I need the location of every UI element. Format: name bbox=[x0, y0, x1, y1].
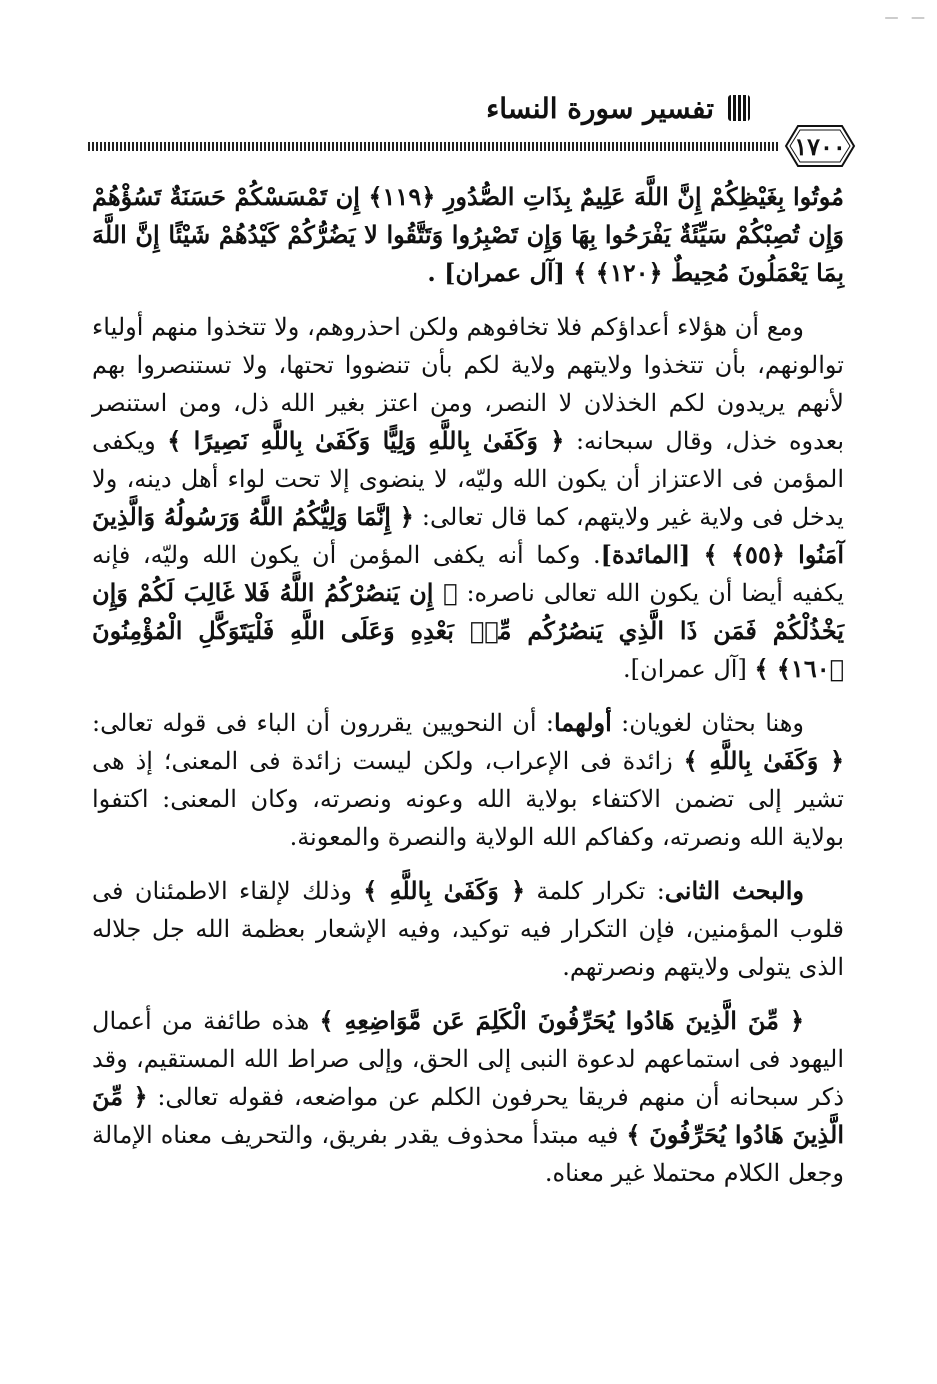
page-number: ١٧٠٠ bbox=[794, 132, 846, 161]
emphasis-text: [آل عمران] . bbox=[427, 258, 574, 287]
quran-verse: ﴿ مِّنَ الَّذِينَ هَادُوا يُحَرِّفُونَ الْكَلِمَ عَن مَّوَاضِعِهِ ﴾ bbox=[319, 1006, 805, 1035]
body-text: زائدة فى الإعراب، ولكن ليست زائدة فى المعنى؛ إذ هى تشير إلى تضمن الاكتفاء بولاية الله وعونه ونصرته، وكان المعنى: اكتفوا بولاية الله ونصرته، وكفاكم الله الولاية والنصرة والمعونة. bbox=[92, 747, 844, 851]
page-number-badge bbox=[780, 120, 860, 172]
quran-verse: ﴿ وَكَفَىٰ بِاللَّهِ ﴾ bbox=[683, 746, 844, 775]
corner-mark: — — bbox=[884, 10, 929, 26]
body-text: [آل عمران]. bbox=[622, 655, 755, 683]
body-text: ويكفى المؤمن فى الاعتزاز أن يكون الله وليّه، لا ينضوى إلا تحت لواء أهل دينه، ولا يدخل فى ولاية غير ولايتهم، كما قال تعالى: bbox=[92, 427, 844, 531]
body-text: وذلك لإلقاء الاطمئنان فى قلوب المؤمنين، فإن التكرار فيه توكيد، وفيه الإشعار بعظمة الله جل جلاله الذى يتولى ولايتهم ونصرتهم. bbox=[92, 877, 844, 981]
header-ornament-icon bbox=[728, 95, 750, 121]
body-text: : أن النحويين يقررون أن الباء فى قوله تعالى: bbox=[92, 709, 554, 737]
paragraph-3 bbox=[92, 704, 844, 856]
emphasis-text: والبحث الثانى bbox=[664, 876, 804, 905]
body-text: فيه مبتدأ محذوف يقدر بفريق، والتحريف معناه الإمالة وجعل الكلام محتملا غير معناه. bbox=[92, 1121, 844, 1187]
body-text: وهنا بحثان لغويان: bbox=[611, 709, 804, 737]
quran-verse: ﴿ إِن يَنصُرْكُمُ اللَّهُ فَلا غَالِبَ لَكُمْ وَإِن يَخْذُلْكُمْ فَمَن ذَا الَّذِي يَنصُرُكُم مِّنۢ بَعْدِهِ وَعَلَى اللَّهِ فَلْيَتَوَكَّلِ الْمُؤْمِنُونَ ﴿١٦٠﴾ ﴾ bbox=[92, 578, 844, 683]
quran-verse: ﴿ وَكَفَىٰ بِاللَّهِ وَلِيًّا وَكَفَىٰ بِاللَّهِ نَصِيرًا ﴾ bbox=[167, 426, 565, 455]
body-text: . وكما أنه يكفى المؤمن أن يكون الله وليّه، فإنه يكفيه أيضا أن يكون الله تعالى ناصره: bbox=[92, 541, 845, 607]
quran-verse: ﴿ وَكَفَىٰ بِاللَّهِ ﴾ bbox=[363, 876, 526, 905]
paragraph-2 bbox=[92, 308, 844, 688]
body-text: ومع أن هؤلاء أعداؤكم فلا تخافوهم ولكن احذروهم، ولا تتخذوا منهم أولياء توالونهم، بأن تتخذوا ولايتهم ولاية لكم بأن تنضووا تحتها، ولا تستنصروا بهم لأنهم يريدون لكم الخذلان لا النصر، ومن اعتز بغير الله ذل، ومن استنصر بعدوه خذل، وقال سبحانه: bbox=[92, 313, 844, 455]
body-text: : تكرار كلمة bbox=[525, 877, 665, 905]
emphasis-text: أولهما bbox=[553, 708, 612, 737]
page-body bbox=[92, 178, 844, 1208]
paragraph-1 bbox=[92, 178, 844, 292]
quran-verse: مُوتُوا بِغَيْظِكُمْ إِنَّ اللَّهَ عَلِيمٌ بِذَاتِ الصُّدُورِ ﴿١١٩﴾ إِن تَمْسَسْكُمْ حَسَنَةٌ تَسُؤْهُمْ وَإِن تُصِبْكُمْ سَيِّئَةٌ يَفْرَحُوا بِهَا وَإِن تَصْبِرُوا وَتَتَّقُوا لا يَضُرُّكُمْ كَيْدُهُمْ شَيْئًا إِنَّ اللَّهَ بِمَا يَعْمَلُونَ مُحِيطٌ ﴿١٢٠﴾ ﴾ bbox=[92, 182, 845, 287]
paragraph-5 bbox=[92, 1002, 844, 1192]
quran-verse: ﴿ إِنَّمَا وَلِيُّكُمُ اللَّهُ وَرَسُولُهُ وَالَّذِينَ آمَنُوا ﴿٥٥﴾ ﴾ bbox=[92, 502, 845, 569]
header-rule bbox=[88, 142, 780, 151]
header-title: تفسير سورة النساء bbox=[486, 91, 714, 125]
body-text: هذه طائفة من أعمال اليهود فى استماعهم لدعوة النبى إلى الحق، وإلى صراط الله المستقيم، وقد ذكر سبحانه أن منهم فريقا يحرفون الكلم عن مواضعه، فقوله تعالى: bbox=[92, 1007, 844, 1111]
quran-verse: ﴿ مِّنَ الَّذِينَ هَادُوا يُحَرِّفُونَ ﴾ bbox=[92, 1082, 845, 1149]
running-header bbox=[330, 88, 750, 128]
paragraph-4 bbox=[92, 872, 844, 986]
emphasis-text: [المائدة] bbox=[600, 540, 704, 569]
